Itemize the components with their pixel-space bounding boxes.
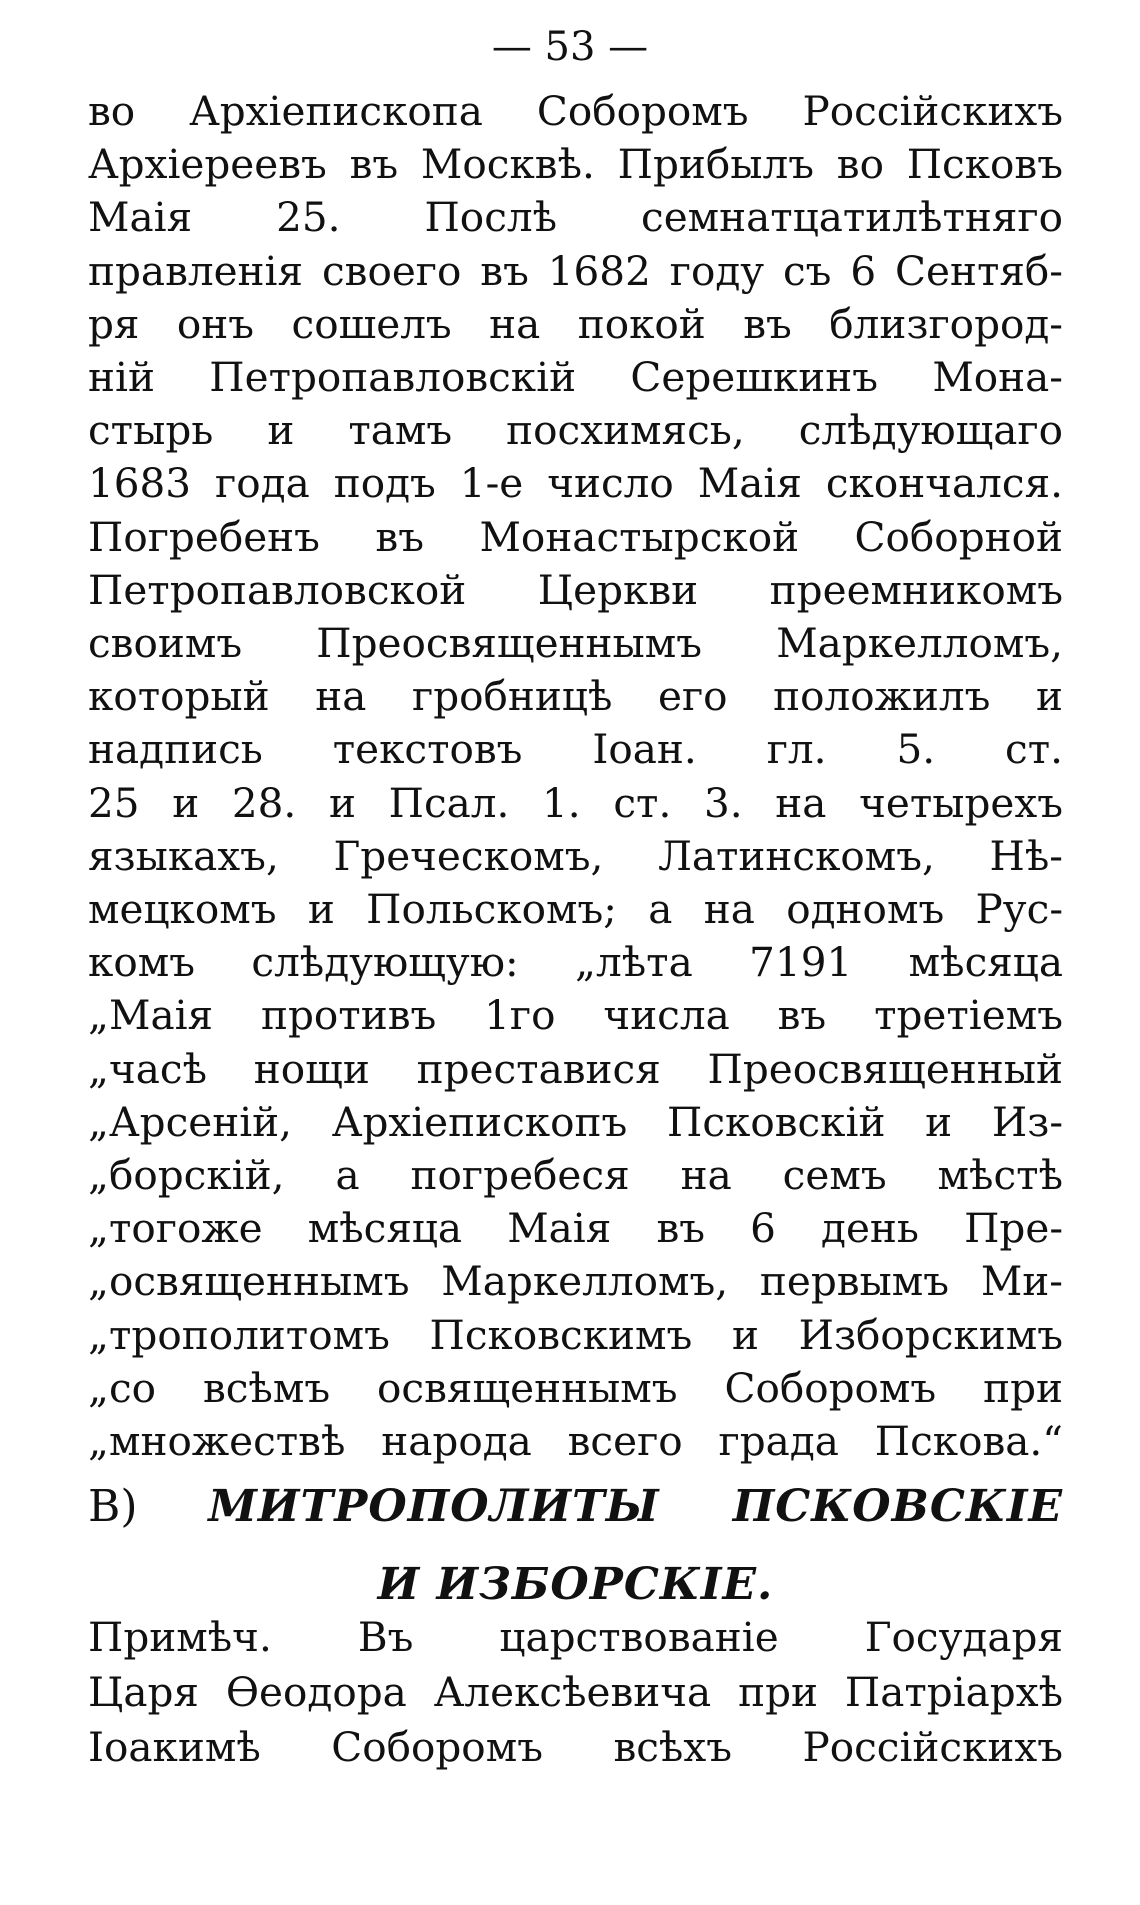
text-line: Маія 25. Послѣ семнатцатилѣтняго xyxy=(88,193,1063,242)
section-marker: В) xyxy=(88,1481,138,1532)
text-line: надпись текстовъ Іоан. гл. 5. ст. xyxy=(88,725,1063,774)
section-title-line-1: МИТРОПОЛИТЫ ПСКОВСКІЕ xyxy=(208,1481,1063,1532)
text-line: „борскій, а погребеся на семъ мѣстѣ xyxy=(88,1151,1063,1200)
note-block xyxy=(88,1610,1063,1775)
text-line: „множествѣ народа всего града Пскова.“ xyxy=(88,1417,1063,1466)
text-line: языкахъ, Греческомъ, Латинскомъ, Нѣ- xyxy=(88,831,1063,880)
text-line: своимъ Преосвященнымъ Маркелломъ, xyxy=(88,619,1063,668)
note-line: Іоакимѣ Соборомъ всѣхъ Россійскихъ xyxy=(88,1723,1063,1771)
section-heading-line-1 xyxy=(88,1468,1063,1546)
text-line: во Архіепископа Соборомъ Россійскихъ xyxy=(88,87,1063,135)
text-line: „Маія противъ 1го числа въ третіемъ xyxy=(88,991,1063,1040)
text-line: „трополитомъ Псковскимъ и Изборскимъ xyxy=(88,1310,1063,1359)
text-line: стырь и тамъ посхимясь, слѣдующаго xyxy=(88,406,1063,455)
text-line: „тогоже мѣсяца Маія въ 6 день Пре- xyxy=(88,1204,1063,1253)
section-heading xyxy=(88,1468,1063,1624)
note-line: Примѣч. Въ царствованіе Государя xyxy=(88,1613,1063,1661)
text-line: 1683 года подъ 1-е число Маія скончался. xyxy=(88,459,1063,508)
text-line: который на гробницѣ его положилъ и xyxy=(88,672,1063,721)
note-line: Царя Ѳеодора Алексѣевича при Патріархѣ xyxy=(88,1668,1063,1716)
text-line: „часѣ нощи преставися Преосвященный xyxy=(88,1044,1063,1093)
text-line: „со всѣмъ освященнымъ Соборомъ при xyxy=(88,1363,1063,1412)
text-line: комъ слѣдующую: „лѣта 7191 мѣсяца xyxy=(88,938,1063,987)
page-number: — 53 — xyxy=(491,24,649,70)
text-line: мецкомъ и Польскомъ; а на одномъ Рус- xyxy=(88,885,1063,934)
text-line: Архіереевъ въ Москвѣ. Прибылъ во Псковъ xyxy=(88,140,1063,189)
text-line: Петропавловской Церкви преемникомъ xyxy=(88,565,1063,614)
text-line: ній Петропавловскій Серешкинъ Мона- xyxy=(88,353,1063,402)
text-line: 25 и 28. и Псал. 1. ст. 3. на четырехъ xyxy=(88,778,1063,827)
text-line: ря онъ сошелъ на покой въ близгород- xyxy=(88,299,1063,348)
text-line: правленія своего въ 1682 году съ 6 Сентяб- xyxy=(88,246,1063,295)
text-line: „освященнымъ Маркелломъ, первымъ Ми- xyxy=(88,1257,1063,1306)
main-text-block xyxy=(88,85,1063,1468)
text-line: „Арсеній, Архіепископъ Псковскій и Из- xyxy=(88,1097,1063,1146)
section-title-line-2: И ИЗБОРСКІЕ. xyxy=(377,1559,774,1610)
text-line: Погребенъ въ Монастырской Соборной xyxy=(88,512,1063,561)
